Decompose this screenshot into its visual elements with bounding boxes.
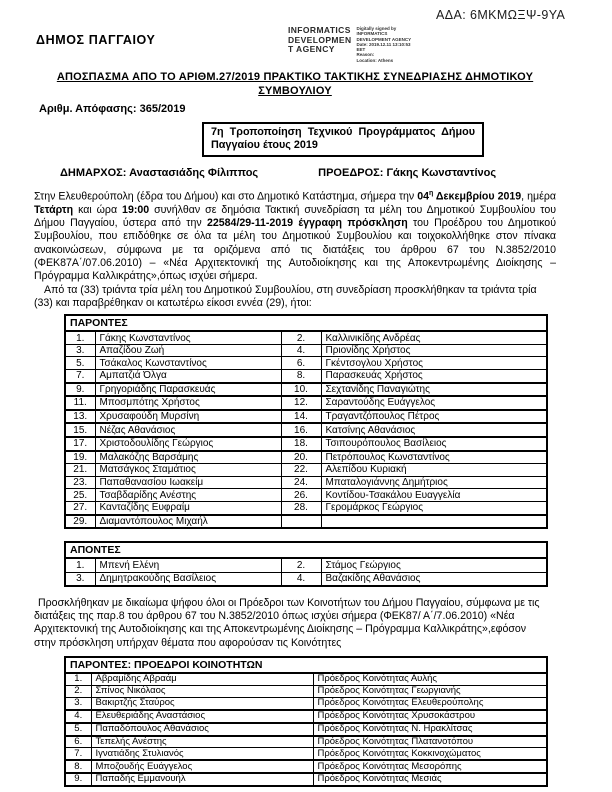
table-cell: 28. xyxy=(281,501,321,514)
text-segment: συνήλθαν σε δημόσια Τακτική συνεδρίαση τα μέλη του Δημοτικού Συμβουλίου του Δήμου Παγγαίου, ύστερα από την xyxy=(34,203,557,230)
text-segment: Τετάρτη xyxy=(34,203,74,216)
table-row xyxy=(65,515,547,529)
table-row xyxy=(65,723,547,736)
table-cell: Τσάκαλος Κωνσταντίνος xyxy=(95,357,281,370)
table-cell: 20. xyxy=(281,451,321,464)
table-row xyxy=(65,437,547,451)
table-cell: Απαζίδου Ζωή xyxy=(95,344,281,357)
table-cell: Πρόεδρος Κοινότητας Ν. Ηρακλίτσας xyxy=(313,723,547,736)
table-cell: Ελευθεριάδης Αναστάσιος xyxy=(91,710,313,723)
present-table-header: ΠΑΡΟΝΤΕΣ xyxy=(65,315,547,331)
text-line: EET xyxy=(356,47,366,53)
text-line: INFORMATICS xyxy=(356,31,388,37)
table-row xyxy=(65,697,547,709)
community-presidents-table xyxy=(64,656,548,787)
table-row xyxy=(65,423,547,437)
table-cell: 23. xyxy=(65,476,95,489)
text-segment: 22584/29-11-2019 έγγραφη πρόσκληση xyxy=(206,217,408,230)
table-cell: Κανταζίδης Ευφραίμ xyxy=(95,501,281,514)
present-members-table xyxy=(64,314,548,529)
table-cell: Πρόεδρος Κοινότητας Κοκκινοχώματος xyxy=(313,748,547,760)
table-cell: 4. xyxy=(281,572,321,586)
council-president-label: ΠΡΟΕΔΡΟΣ: Γάκης Κωνσταντίνος xyxy=(318,167,497,179)
table-row xyxy=(65,710,547,723)
table-cell: Ματσάγκος Σταμάτιος xyxy=(95,464,281,477)
table-cell: 27. xyxy=(65,501,95,514)
paragraph-members-count: Από τα (33) τριάντα τρία μέλη του Δημοτικού Συμβουλίου, στη συνεδρίαση προσκλήθηκαν τα τριάντα τρία (33) και παραβρέθηκαν οι κατωτέρω είκοσι εννέα (29), ήτοι: xyxy=(34,283,537,309)
table-cell: Πρόεδρος Κοινότητας Μεσιάς xyxy=(313,773,547,786)
table-row xyxy=(65,331,547,344)
table-cell: 1. xyxy=(65,331,95,344)
text-line: INFORMATICS xyxy=(288,25,351,35)
table-row xyxy=(65,410,547,424)
table-cell: 1. xyxy=(65,558,95,572)
table-row xyxy=(65,558,547,572)
table-cell: Μποζουδής Ευάγγελος xyxy=(91,760,313,773)
table-cell: 13. xyxy=(65,410,95,424)
table-row xyxy=(65,489,547,502)
table-cell: 8. xyxy=(65,760,91,773)
table-cell: Παπαδής Εμμανουήλ xyxy=(91,773,313,786)
table-cell: 15. xyxy=(65,423,95,437)
table-row xyxy=(65,673,547,685)
table-cell: Παπαδόπουλος Αθανάσιος xyxy=(91,723,313,736)
table-row xyxy=(65,464,547,477)
table-cell: Χρυσαφούδη Μυρσίνη xyxy=(95,410,281,424)
table-cell: 3. xyxy=(65,344,95,357)
table-cell: 2. xyxy=(281,331,321,344)
table-cell: 8. xyxy=(281,369,321,382)
table-cell: 26. xyxy=(281,489,321,502)
diavgeia-digital-signature-stamp xyxy=(288,26,435,63)
table-cell: 1. xyxy=(65,673,91,685)
table-cell: 14. xyxy=(281,410,321,424)
paragraph-presidents-invite: Προσκλήθηκαν με δικαίωμα ψήφου όλοι οι Πρόεδροι των Κοινοτήτων του Δήμου Παγγαίου, σύμφωνα με τις διατάξεις της παρ.8 του άρθρου 67 του Ν.3852/2010 όπως ισχύει σήμερα (ΦΕΚ87/ Α΄/7.06.2010) «Νέα Αρχιτεκτονική της Αυτοδιοίκησης και της Αποκεντρωμένης Διοίκησης – Πρόγραμμα Καλλικράτης»,εφόσον στην πρόσκληση υπήρχαν θέματα που αφορούσαν τις Κοινότητες xyxy=(34,596,540,649)
table-cell: 5. xyxy=(65,357,95,370)
table-row xyxy=(65,476,547,489)
table-row xyxy=(65,357,547,370)
table-row xyxy=(65,383,547,397)
table-cell: 11. xyxy=(65,396,95,410)
text-line: Location: Athens xyxy=(356,57,394,63)
table-row xyxy=(65,451,547,464)
table-cell: Πρόεδρος Κοινότητας Χρυσοκάστρου xyxy=(313,710,547,723)
table-cell: Τεπελής Ανέστης xyxy=(91,736,313,748)
text-line: Reason: xyxy=(356,52,375,58)
table-cell: Γρηγοριάδης Παρασκευάς xyxy=(95,383,281,397)
table-cell: Παπαθανασίου Ιωακείμ xyxy=(95,476,281,489)
table-cell: 22. xyxy=(281,464,321,477)
text-line: Date: 2019.12.11 13:10:53 xyxy=(356,41,411,47)
absent-table-header: ΑΠΟΝΤΕΣ xyxy=(65,542,547,558)
table-cell: 4. xyxy=(65,710,91,723)
table-cell: Αλεπίδου Κυριακή xyxy=(321,464,547,477)
text-segment: 19:00 xyxy=(122,203,150,216)
table-cell: Νέζας Αθανάσιος xyxy=(95,423,281,437)
table-cell: Κατσίνης Αθανάσιος xyxy=(321,423,547,437)
table-cell: 7. xyxy=(65,369,95,382)
table-cell: Πρόεδρος Κοινότητας Γεωργιανής xyxy=(313,685,547,697)
text-segment: 04 xyxy=(417,190,430,203)
text-line: T AGENCY xyxy=(288,44,335,54)
table-cell: Σεχτανίδης Παναγιώτης xyxy=(321,383,547,397)
table-cell: 17. xyxy=(65,437,95,451)
table-cell: Γκέντσογλου Χρήστος xyxy=(321,357,547,370)
table-cell: Τσιπουρόπουλος Βασίλειος xyxy=(321,437,547,451)
table-cell: Πρόεδρος Κοινότητας Ελευθερούπολης xyxy=(313,697,547,709)
table-cell: 16. xyxy=(281,423,321,437)
table-cell: Βαζακίδης Αθανάσιος xyxy=(321,572,547,586)
presidents-table-header: ΠΑΡΟΝΤΕΣ: ΠΡΟΕΔΡΟΙ ΚΟΙΝΟΤΗΤΩΝ xyxy=(65,657,547,673)
table-cell: Παρασκευάς Χρήστος xyxy=(321,369,547,382)
text-segment: Δεκεμβρίου 2019 xyxy=(433,190,522,203)
officials-line xyxy=(34,167,556,179)
table-cell: Βακιρτζής Σταύρος xyxy=(91,697,313,709)
table-cell: Πρόεδρος Κοινότητας Αυλής xyxy=(313,673,547,685)
table-cell: 12. xyxy=(281,396,321,410)
table-row xyxy=(65,344,547,357)
table-cell: 4. xyxy=(281,344,321,357)
table-cell: Σπίνος Νικόλαος xyxy=(91,685,313,697)
table-cell: 9. xyxy=(65,773,91,786)
table-cell: 9. xyxy=(65,383,95,397)
table-row xyxy=(65,501,547,514)
table-row xyxy=(65,748,547,760)
table-cell: Χριστοδουλίδης Γεώργιος xyxy=(95,437,281,451)
table-cell xyxy=(321,515,547,529)
table-cell: Μαλακόζης Βαρσάμης xyxy=(95,451,281,464)
stamp-signature-text xyxy=(357,26,435,63)
text-segment: του Προέδρου του Δημοτικού Συμβουλίου, που επιδόθηκε σε όλα τα μέλη του Δημοτικού Συμβουλίου και τοιχοκολλήθηκε στον πίνακα ανακοινώσεων, σύμφωνα με τα οριζόμενα από τις διατάξεις του άρθρου 67 του Ν.3852/2010 (ΦΕΚ87Α΄/07.06.2010) – «Νέα Αρχιτεκτονική της Αυτοδιοίκησης και της Αποκεντρωμένης Διοίκησης – Πρόγραμμα Καλλικράτης»,όπως ισχύει σήμερα. xyxy=(34,217,556,283)
table-row xyxy=(65,760,547,773)
table-cell: 6. xyxy=(281,357,321,370)
table-header-row xyxy=(65,657,547,673)
table-header-row xyxy=(65,315,547,331)
text-line: DEVELOPMEN xyxy=(288,34,352,45)
paragraph-session-intro xyxy=(34,187,556,284)
subject-box: 7η Τροποποίηση Τεχνικού Προγράμματος Δήμου Παγγαίου έτους 2019 xyxy=(202,122,484,157)
table-header-row xyxy=(65,542,547,558)
text-segment: και ώρα xyxy=(73,203,123,216)
table-row xyxy=(65,773,547,786)
text-segment: η xyxy=(429,190,434,197)
absent-members-table xyxy=(64,541,548,587)
text-segment: Στην Ελευθερούπολη (έδρα του Δήμου) και στο Δημοτικό Κατάστημα, σήμερα την xyxy=(34,190,418,203)
table-row xyxy=(65,396,547,410)
table-cell: 7. xyxy=(65,748,91,760)
table-cell: Γερομάρκος Γεώργιος xyxy=(321,501,547,514)
table-cell: Αμπατζιά Όλγα xyxy=(95,369,281,382)
text-line: Digitally signed by xyxy=(356,26,397,31)
table-cell: 19. xyxy=(65,451,95,464)
table-cell: 29. xyxy=(65,515,95,529)
table-cell: 2. xyxy=(281,558,321,572)
table-cell: 18. xyxy=(281,437,321,451)
stamp-agency-text xyxy=(288,26,352,55)
table-cell: Πετρόπουλος Κωνσταντίνος xyxy=(321,451,547,464)
table-cell: Σαραντούδης Ευάγγελος xyxy=(321,396,547,410)
table-cell: Δημητρακούδης Βασίλειος xyxy=(95,572,281,586)
table-cell: 3. xyxy=(65,572,95,586)
table-cell: Αβραμίδης Αβραάμ xyxy=(91,673,313,685)
document-title: ΑΠΟΣΠΑΣΜΑ ΑΠΟ ΤΟ ΑΡΙΘΜ.27/2019 ΠΡΑΚΤΙΚΟ ΤΑΚΤΙΚΗΣ ΣΥΝΕΔΡΙΑΣΗΣ ΔΗΜΟΤΙΚΟΥ ΣΥΜΒΟΥΛΙΟΥ xyxy=(56,71,534,97)
table-cell: Πρόεδρος Κοινότητας Μεσορόπης xyxy=(313,760,547,773)
table-cell: 3. xyxy=(65,697,91,709)
table-cell: Στάμος Γεώργιος xyxy=(321,558,547,572)
table-cell: Πρόεδρος Κοινότητας Πλατανοτόπου xyxy=(313,736,547,748)
table-cell xyxy=(281,515,321,529)
table-cell: Τραγαντζόπουλος Πέτρος xyxy=(321,410,547,424)
table-cell: 6. xyxy=(65,736,91,748)
table-row xyxy=(65,736,547,748)
mayor-label: ΔΗΜΑΡΧΟΣ: Αναστασιάδης Φίλιππος xyxy=(60,167,259,179)
table-cell: Μπενή Ελένη xyxy=(95,558,281,572)
document-body xyxy=(34,70,556,787)
table-cell: Ιγνατιάδης Στυλιανός xyxy=(91,748,313,760)
table-cell: 5. xyxy=(65,723,91,736)
table-cell: 21. xyxy=(65,464,95,477)
table-cell: Πριονίδης Χρήστος xyxy=(321,344,547,357)
table-cell: Διαμαντόπουλος Μιχαήλ xyxy=(95,515,281,529)
ada-code: ΑΔΑ: 6ΜΚΜΩΞΨ-9ΥΑ xyxy=(436,8,566,22)
table-cell: 2. xyxy=(65,685,91,697)
organization-name: ΔΗΜΟΣ ΠΑΓΓΑΙΟΥ xyxy=(36,33,156,47)
table-cell: Μποσμπότης Χρήστος xyxy=(95,396,281,410)
table-cell: Τσαβδαρίδης Ανέστης xyxy=(95,489,281,502)
table-cell: 10. xyxy=(281,383,321,397)
decision-number: Αριθμ. Απόφασης: 365/2019 xyxy=(39,103,186,115)
text-segment: , ημέρα xyxy=(521,190,556,203)
table-row xyxy=(65,572,547,586)
table-cell: Μπαταλογιάννης Δημήτριος xyxy=(321,476,547,489)
table-cell: Καλλινικίδης Ανδρέας xyxy=(321,331,547,344)
table-row xyxy=(65,369,547,382)
table-cell: Γάκης Κωνσταντίνος xyxy=(95,331,281,344)
table-cell: 25. xyxy=(65,489,95,502)
table-row xyxy=(65,685,547,697)
text-line: DEVELOPMENT AGENCY xyxy=(356,36,412,42)
table-cell: Κοντίδου-Τσακάλου Ευαγγελία xyxy=(321,489,547,502)
table-cell: 24. xyxy=(281,476,321,489)
